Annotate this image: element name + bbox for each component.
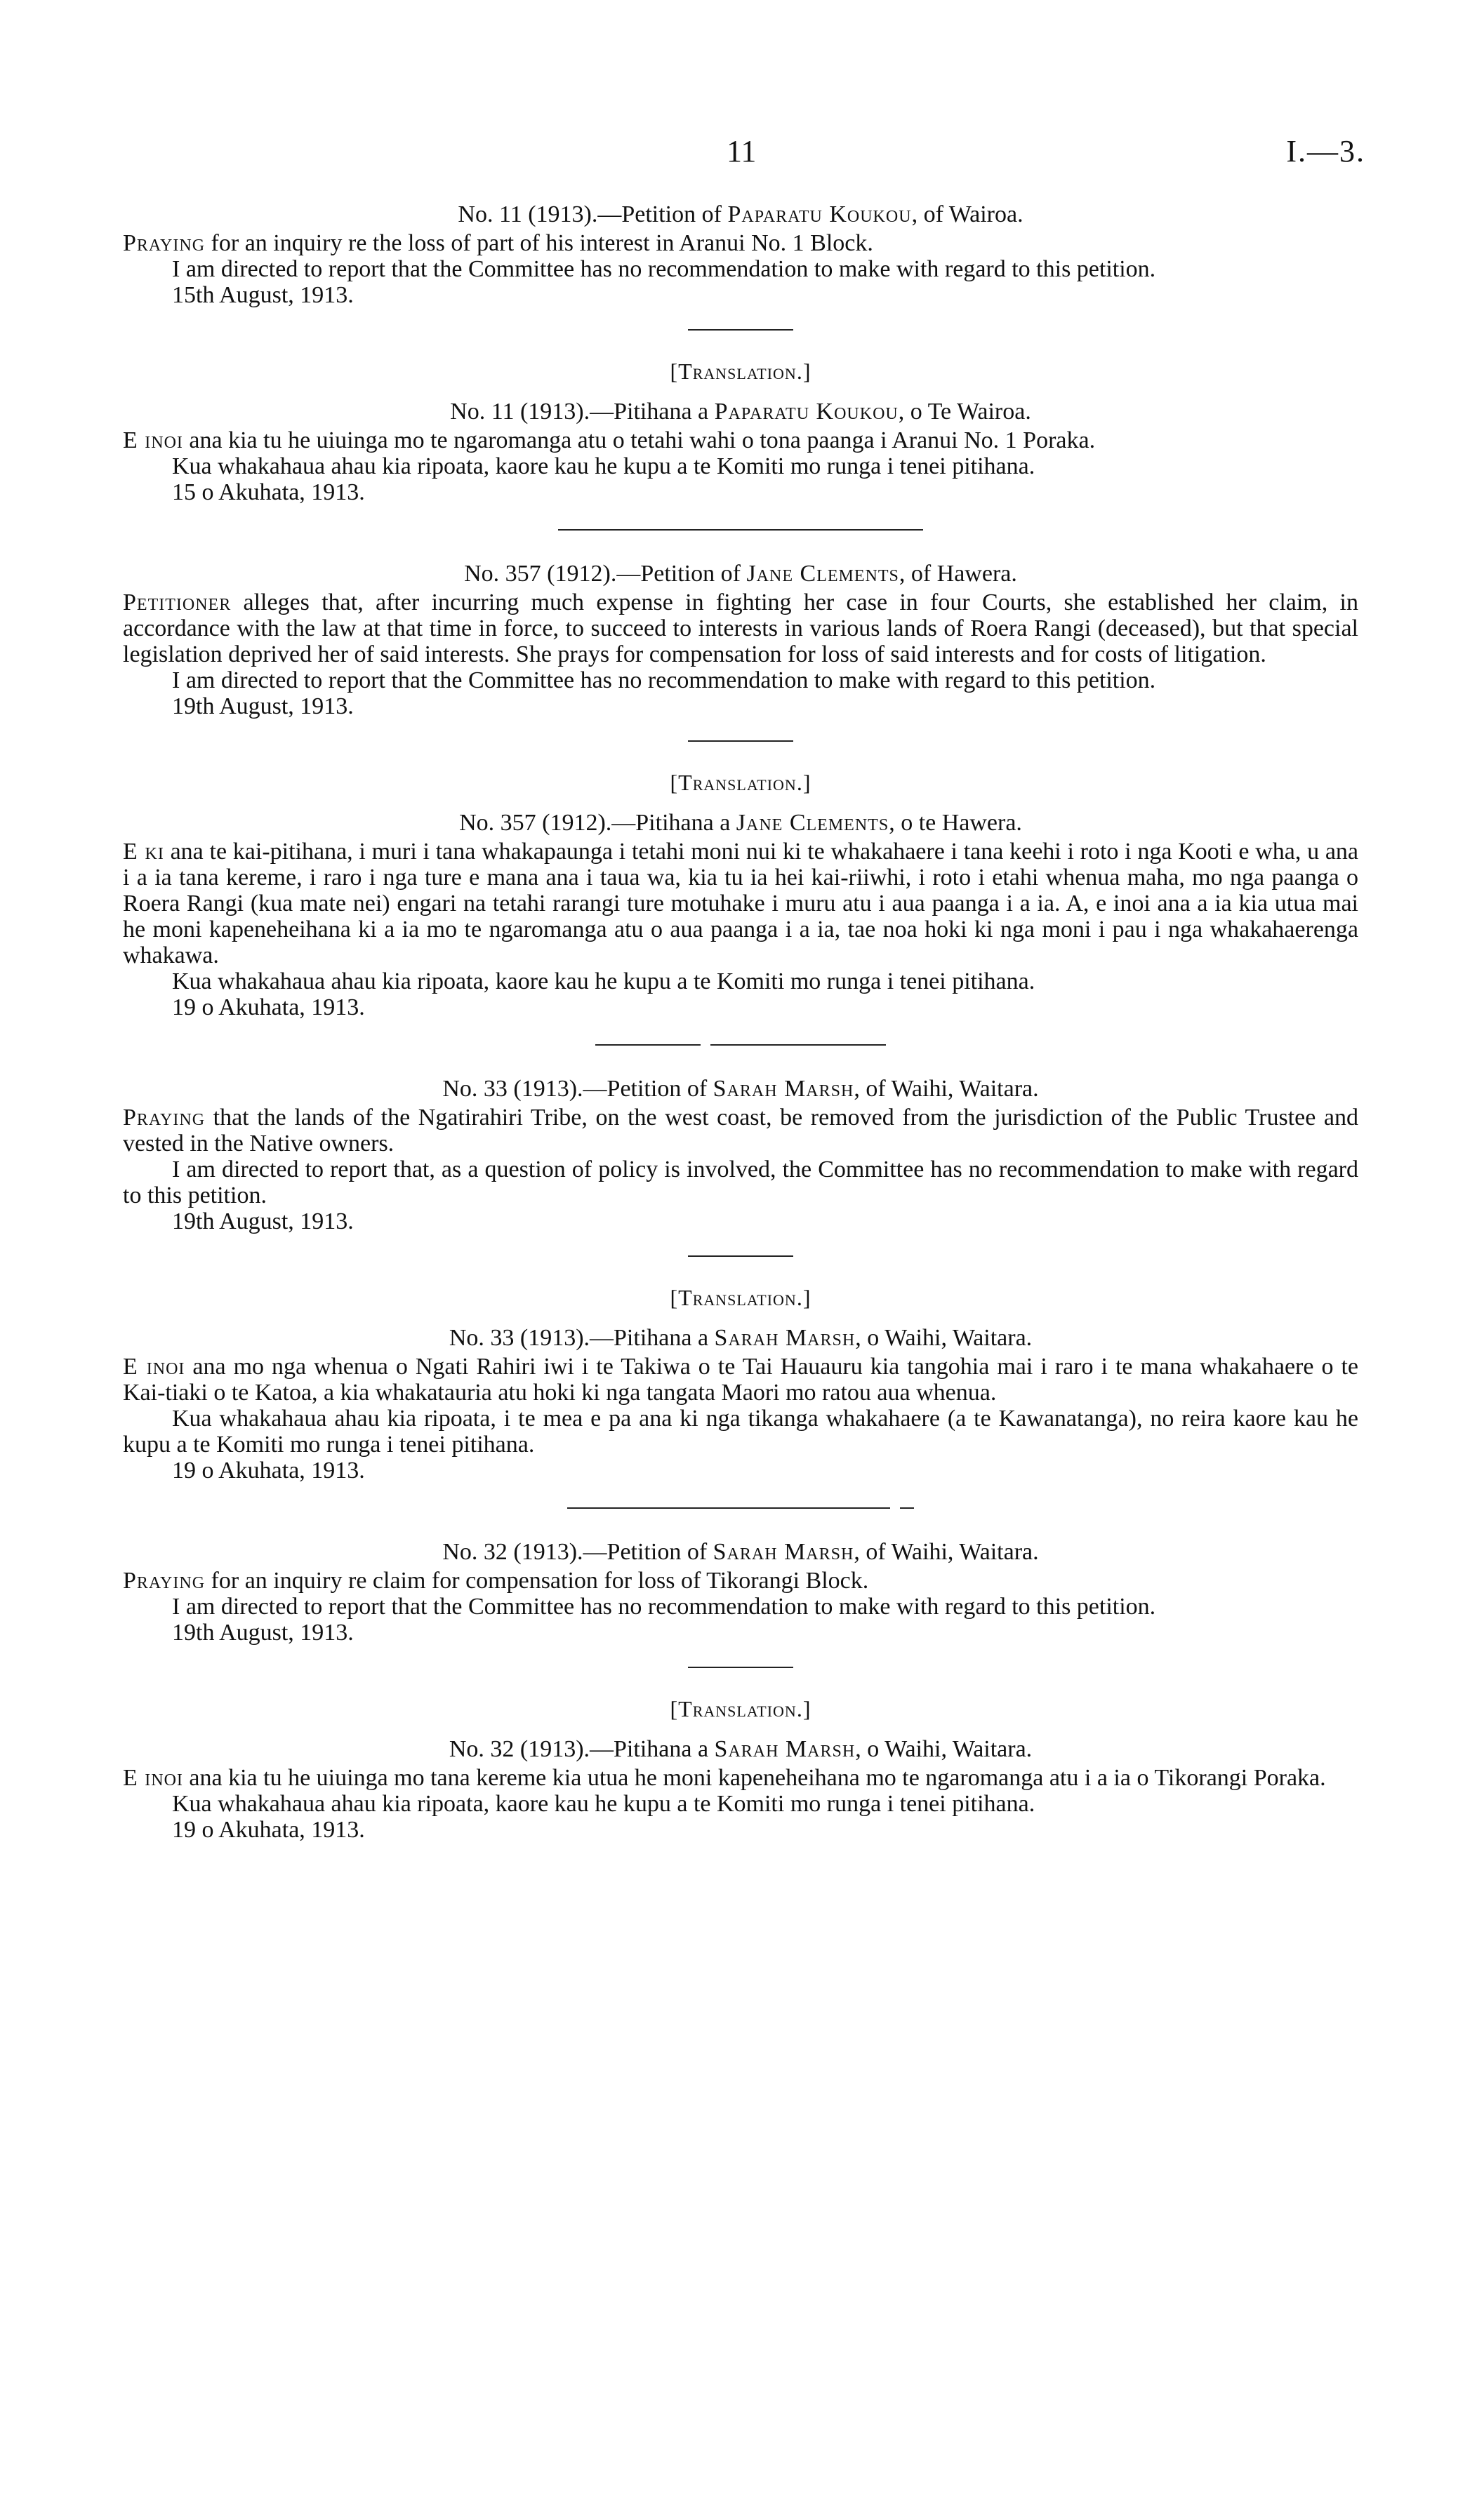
petitioner-name: Paparatu Koukou [714, 399, 899, 425]
report-date: 15th August, 1913. [172, 282, 354, 308]
report-date: 19th August, 1913. [172, 1208, 354, 1234]
report-date: 19 o Akuhata, 1913. [172, 1458, 365, 1484]
petitioner-name: Jane Clements [736, 810, 889, 836]
short-divider [688, 740, 793, 742]
section-divider [558, 529, 923, 531]
section-divider [558, 1044, 923, 1046]
translation-section [123, 356, 1358, 505]
petition-section [123, 559, 1358, 719]
petition-title: No. 357 (1912).—Pitihana a Jane Clements, o te Hawera. [459, 810, 1022, 836]
committee-report: I am directed to report that the Committee has no recommendation to make with regard to this petition. [172, 1594, 1156, 1620]
report-date: 19 o Akuhata, 1913. [172, 994, 365, 1020]
translation-label: [Translation.] [670, 1696, 811, 1721]
petition-body: Praying that the lands of the Ngatirahiri Tribe, on the west coast, be removed from the jurisdiction of the Public Trustee and vested in the Native owners. [123, 1105, 1358, 1156]
petition-title: No. 32 (1913).—Petition of Sarah Marsh, of Waihi, Waitara. [442, 1539, 1039, 1565]
petition-body: E inoi ana kia tu he uiuinga mo te ngaromanga atu o tetahi wahi o tona paanga i Aranui No. 1 Poraka. [123, 427, 1096, 453]
petition-title: No. 357 (1912).—Petition of Jane Clements, of Hawera. [464, 561, 1017, 587]
petition-body: Praying for an inquiry re claim for compensation for loss of Tikorangi Block. [123, 1568, 869, 1594]
translation-section [123, 1282, 1358, 1484]
short-divider [688, 1255, 793, 1257]
committee-report: I am directed to report that the Committee has no recommendation to make with regard to this petition. [172, 256, 1156, 282]
petition-title: No. 33 (1913).—Petition of Sarah Marsh, of Waihi, Waitara. [442, 1076, 1039, 1102]
petition-body: E inoi ana mo nga whenua o Ngati Rahiri iwi i te Takiwa o te Tai Hauauru kia tangohia mai i raro i te mana whakahaere o te Kai-tiaki o te Katoa, a kia whakatauria atu hoki ki nga tangata Maori mo ratou aua whenua. [123, 1354, 1358, 1406]
petition-section [123, 1537, 1358, 1646]
petitioner-name: Sarah Marsh [713, 1539, 854, 1565]
committee-report: I am directed to report that, as a question of policy is involved, the Committee has no recommendation to make with regard to this petition. [123, 1156, 1358, 1208]
page-number: 11 [727, 134, 757, 168]
petition-body: E inoi ana kia tu he uiuinga mo tana kereme kia utua he moni kapeneheihana mo te ngaromanga atu i a ia o Tikorangi Poraka. [123, 1765, 1326, 1791]
committee-report: I am directed to report that the Committee has no recommendation to make with regard to this petition. [172, 667, 1156, 693]
translation-label: [Translation.] [670, 1285, 811, 1310]
document-page [123, 133, 1365, 1843]
petition-title: No. 11 (1913).—Pitihana a Paparatu Koukou, o Te Wairoa. [450, 399, 1031, 425]
page-header [123, 133, 1365, 189]
petitioner-name: Sarah Marsh [714, 1325, 856, 1351]
section-divider [558, 1507, 923, 1509]
short-divider [688, 329, 793, 331]
document-reference: I.—3. [1286, 134, 1365, 168]
report-date: 19th August, 1913. [172, 693, 354, 719]
committee-report: Kua whakahaua ahau kia ripoata, kaore kau he kupu a te Komiti mo runga i tenei pitihana. [172, 1791, 1035, 1817]
short-divider [688, 1667, 793, 1668]
petition-title: No. 32 (1913).—Pitihana a Sarah Marsh, o Waihi, Waitara. [449, 1736, 1033, 1762]
petition-body: E ki ana te kai-pitihana, i muri i tana whakapaunga i tetahi moni nui ki te whakahaere i tana keehi i roto i nga Kooti e wha, u ana i a ia tana kereme, i raro i nga ture e mana ana i taua wa, kia tu ia hei kai-riiwhi, i roto i etahi whenua maha, mo nga paanga o Roera Rangi (kua mate nei) engari na tetahi rarangi ture motuhake i muru atu i aua paanga i a ia. A, e inoi ana a ia kia utua mai he moni kapeneheihana ki a ia mo te ngaromanga atu o aua paanga i a ia, tae noa hoki ki nga moni i pau i nga whakahaerenga whakawa. [123, 839, 1359, 968]
report-date: 19 o Akuhata, 1913. [172, 1817, 365, 1843]
petitioner-name: Jane Clements [746, 561, 899, 587]
petition-body: Praying for an inquiry re the loss of part of his interest in Aranui No. 1 Block. [123, 230, 873, 256]
committee-report: Kua whakahaua ahau kia ripoata, i te mea e pa ana ki nga tikanga whakahaere (a te Kawanatanga), no reira kaore kau he kupu a te Komiti mo runga i tenei pitihana. [123, 1406, 1358, 1458]
petition-title: No. 11 (1913).—Petition of Paparatu Koukou, of Wairoa. [458, 201, 1023, 227]
report-date: 19th August, 1913. [172, 1620, 354, 1646]
translation-label: [Translation.] [670, 770, 811, 795]
translation-section [123, 1693, 1358, 1843]
petition-body: Petitioner alleges that, after incurring much expense in fighting her case in four Courts, she established her claim, in accordance with the law at that time in force, to succeed to interests in various lands of Roera Rangi (deceased), but that special legislation deprived her of said interests. She prays for compensation for loss of said interests and for costs of litigation. [123, 589, 1358, 667]
petition-section [123, 1074, 1358, 1234]
translation-label: [Translation.] [670, 359, 811, 384]
petitioner-name: Sarah Marsh [714, 1736, 856, 1762]
petition-title: No. 33 (1913).—Pitihana a Sarah Marsh, o Waihi, Waitara. [449, 1325, 1033, 1351]
petition-section [123, 199, 1358, 308]
petitioner-name: Paparatu Koukou [727, 201, 912, 227]
committee-report: Kua whakahaua ahau kia ripoata, kaore kau he kupu a te Komiti mo runga i tenei pitihana. [172, 453, 1035, 479]
petitioner-name: Sarah Marsh [713, 1076, 854, 1102]
report-date: 15 o Akuhata, 1913. [172, 479, 365, 505]
translation-section [123, 767, 1358, 1020]
committee-report: Kua whakahaua ahau kia ripoata, kaore kau he kupu a te Komiti mo runga i tenei pitihana. [172, 968, 1035, 994]
